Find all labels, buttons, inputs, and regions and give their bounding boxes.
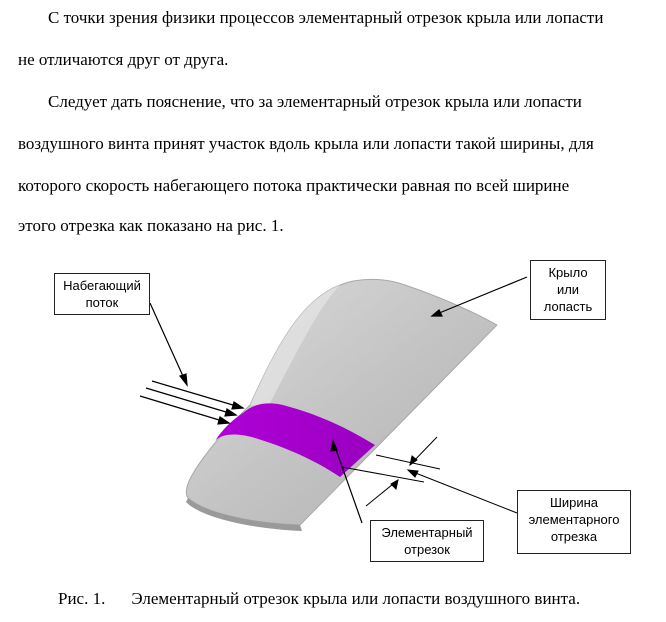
width-label-line-2: элементарного [528, 512, 620, 527]
paragraph-1-line-2: не отличаются друг от друга. [18, 50, 229, 69]
figure-caption [58, 589, 580, 609]
wing-label-line-3: лопасть [543, 299, 593, 314]
wing-body [186, 279, 497, 525]
wing-label-line-1: Крыло [548, 265, 588, 280]
segment-label [370, 520, 484, 562]
flow-label [54, 273, 150, 315]
flow-label-line-1: Набегающий [63, 278, 141, 293]
paragraph-2-line-1: Следует дать пояснение, что за элементарный отрезок крыла или лопасти [48, 92, 582, 111]
paragraph-1-line-1: С точки зрения физики процессов элементарный отрезок крыла или лопасти [48, 8, 604, 27]
flow-leader [150, 303, 187, 385]
flow-label-line-2: поток [85, 295, 119, 310]
paragraph-2-line-2: воздушного винта принят участок вдоль крыла или лопасти такой ширины, для [18, 134, 594, 153]
segment-label-line-2: отрезок [404, 542, 450, 557]
wing-label [530, 260, 606, 320]
width-label-line-3: отрезка [550, 529, 598, 544]
width-label [517, 490, 631, 554]
flow-arrows [140, 381, 243, 424]
wing-label-line-2: или [556, 282, 580, 297]
segment-label-line-1: Элементарный [381, 525, 473, 540]
figure-caption-text: Элементарный отрезок крыла или лопасти воздушного винта. [131, 589, 581, 608]
paragraph-2-line-4: этого отрезка как показано на рис. 1. [18, 216, 284, 235]
paragraph-2-line-3: которого скорость набегающего потока практически равная по всей ширине [18, 176, 570, 195]
figure-caption-number: Рис. 1. [58, 589, 106, 608]
width-label-line-1: Ширина [549, 495, 599, 510]
wing-leader [432, 277, 527, 316]
wing-segment-figure [0, 255, 666, 585]
